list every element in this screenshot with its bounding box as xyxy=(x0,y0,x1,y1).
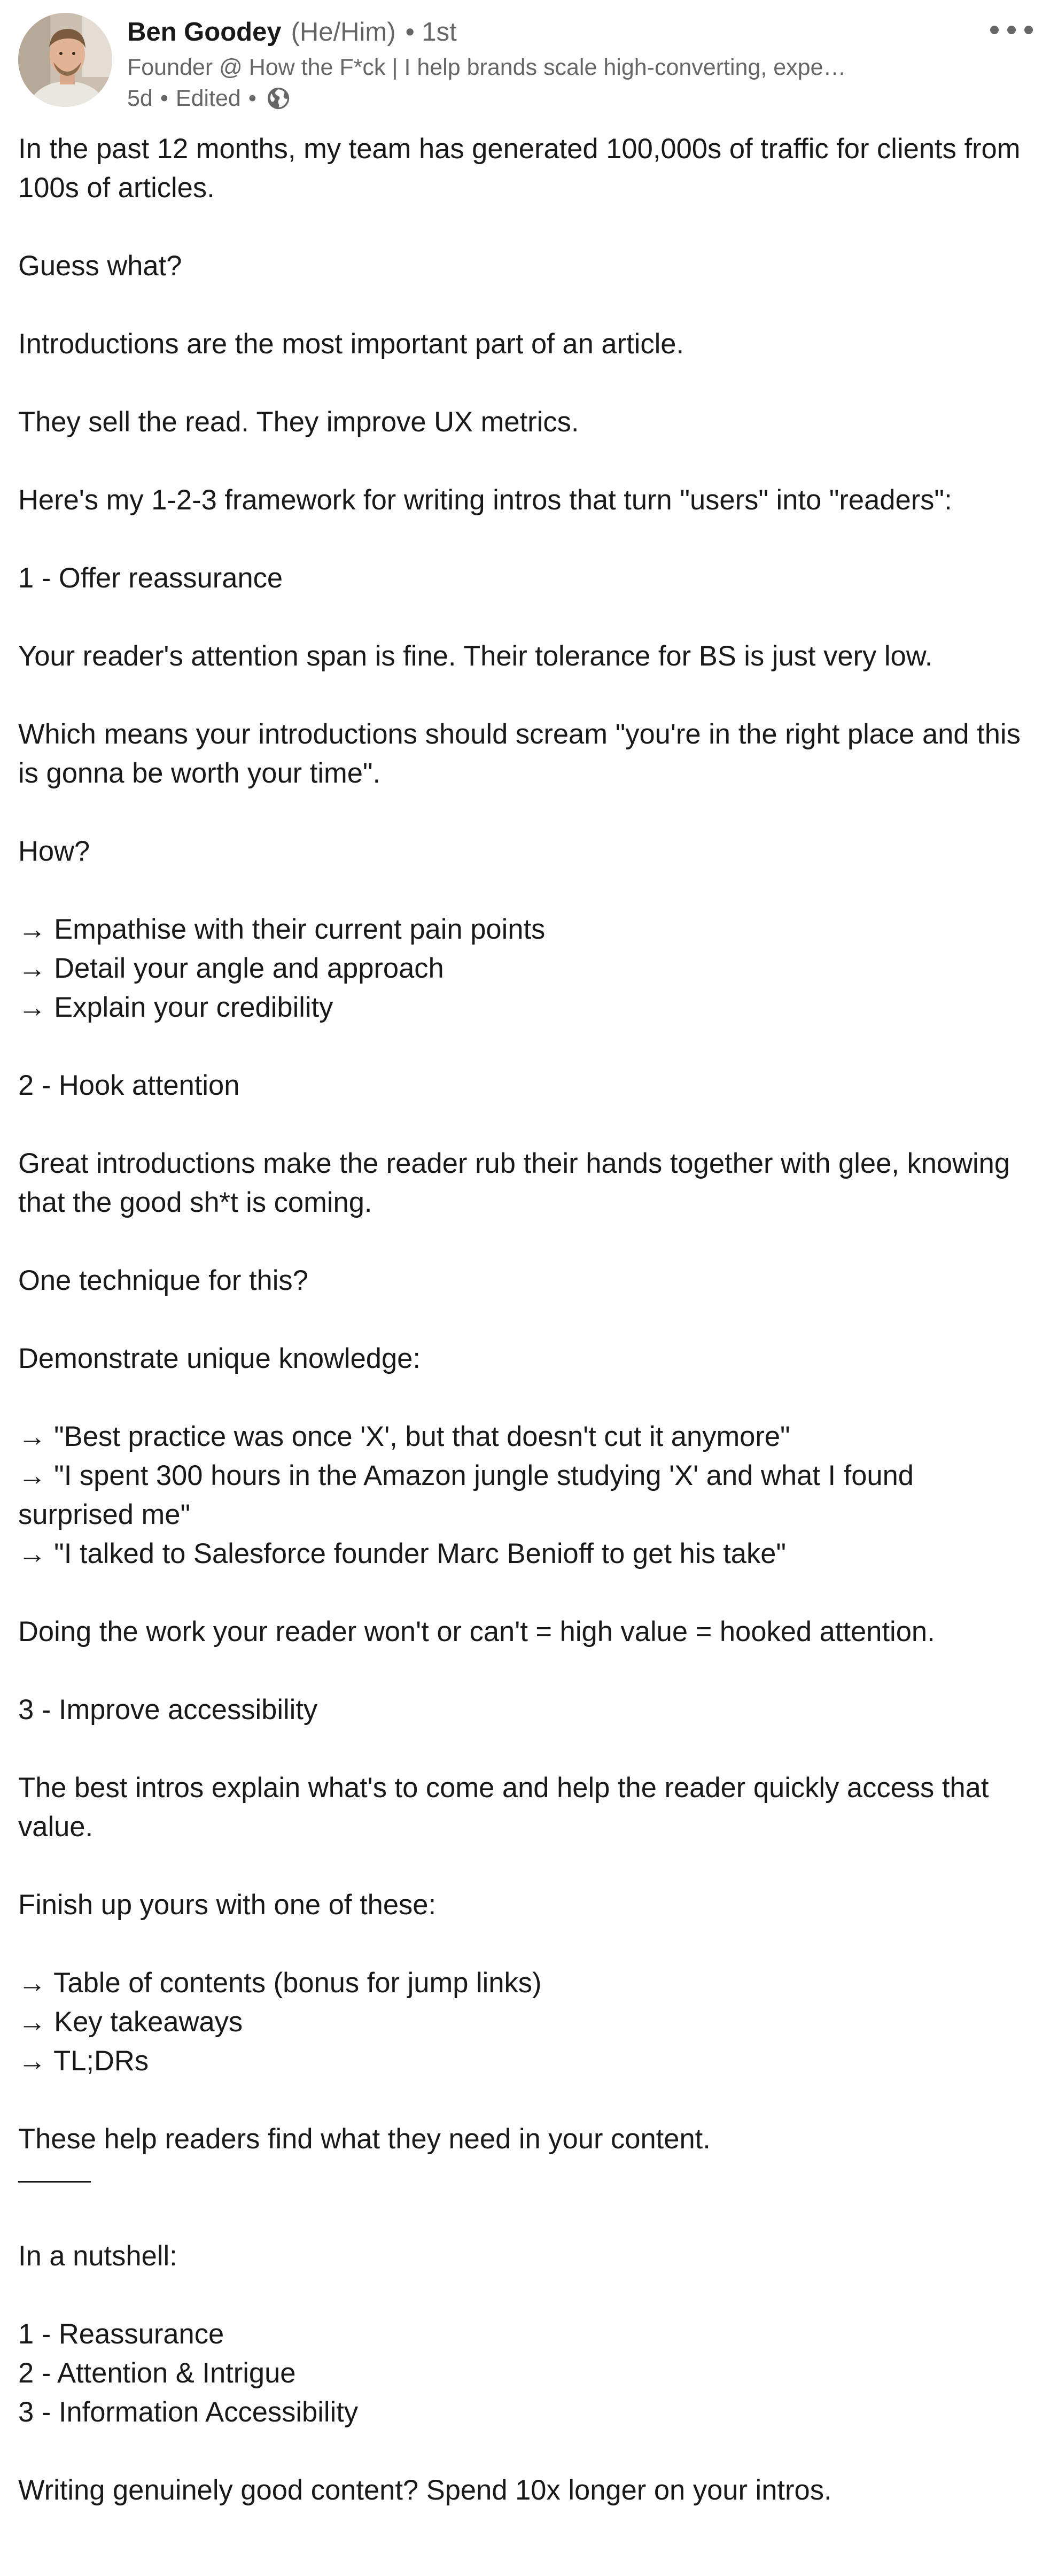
post-paragraph: Which means your introductions should scream "you're in the right place and this is gonna be worth your time". xyxy=(18,718,1029,789)
post-paragraph: In a nutshell: xyxy=(18,2240,177,2272)
post-header xyxy=(0,0,1058,118)
post-paragraph: Here's my 1-2-3 framework for writing intros that turn "users" into "readers": xyxy=(18,484,952,516)
more-options-button[interactable] xyxy=(982,15,1041,45)
post-paragraph: In the past 12 months, my team has generated 100,000s of traffic for clients from 100s of articles. xyxy=(18,133,1029,204)
post-paragraph: Introductions are the most important part of an article. xyxy=(18,328,684,360)
post-paragraph: Guess what? xyxy=(18,250,182,282)
globe-icon[interactable] xyxy=(266,86,291,111)
post-paragraph: Great introductions make the reader rub their hands together with glee, knowing that the good sh*t is coming. xyxy=(18,1148,1018,1218)
author-pronouns: (He/Him) xyxy=(291,18,396,47)
author-name-row xyxy=(127,12,457,52)
summary-list: 1 - Reassurance 2 - Attention & Intrigue 3 - Information Accessibility xyxy=(18,2318,359,2428)
author-avatar[interactable] xyxy=(18,13,112,107)
arrow-list: → Table of contents (bonus for jump links) → Key takeaways → TL;DRs xyxy=(18,1967,542,2077)
section-heading: 2 - Hook attention xyxy=(18,1070,240,1101)
author-photo xyxy=(18,13,112,107)
post-timestamp[interactable]: 5d xyxy=(127,85,153,111)
author-headline[interactable]: Founder @ How the F*ck | I help brands scale high-converting, expe… xyxy=(127,55,846,80)
arrow-list: → "Best practice was once 'X', but that doesn't cut it anymore" → "I spent 300 hours in the Amazon jungle studying 'X' and what I found surprised me" → "I talked to Salesforce founder Marc Benioff to get his take" xyxy=(18,1421,914,1569)
more-horizontal-icon xyxy=(989,25,1034,35)
edited-label: Edited xyxy=(175,85,241,111)
section-heading: 1 - Offer reassurance xyxy=(18,562,283,594)
post-meta xyxy=(127,82,291,114)
post-paragraph: Writing genuinely good content? Spend 10x longer on your intros. xyxy=(18,2474,832,2506)
post-paragraph: Doing the work your reader won't or can't = high value = hooked attention. xyxy=(18,1616,935,1647)
author-name[interactable]: Ben Goodey xyxy=(127,18,282,47)
post-text xyxy=(18,129,1033,2510)
divider-line xyxy=(18,2181,91,2183)
post-paragraph: These help readers find what they need in your content. xyxy=(18,2123,711,2155)
post-paragraph: One technique for this? xyxy=(18,1265,308,1296)
post-paragraph: Demonstrate unique knowledge: xyxy=(18,1343,421,1374)
connection-degree: • 1st xyxy=(405,18,457,47)
post-paragraph: Finish up yours with one of these: xyxy=(18,1889,437,1921)
post-paragraph: How? xyxy=(18,836,90,867)
meta-separator: • xyxy=(248,85,256,111)
section-heading: 3 - Improve accessibility xyxy=(18,1694,318,1726)
post-paragraph: They sell the read. They improve UX metrics. xyxy=(18,406,579,438)
arrow-list: → Empathise with their current pain points → Detail your angle and approach → Explain your credibility xyxy=(18,914,546,1023)
post-paragraph: The best intros explain what's to come and help the reader quickly access that value. xyxy=(18,1772,997,1843)
meta-separator: • xyxy=(160,85,168,111)
post-paragraph: Your reader's attention span is fine. Their tolerance for BS is just very low. xyxy=(18,640,933,672)
